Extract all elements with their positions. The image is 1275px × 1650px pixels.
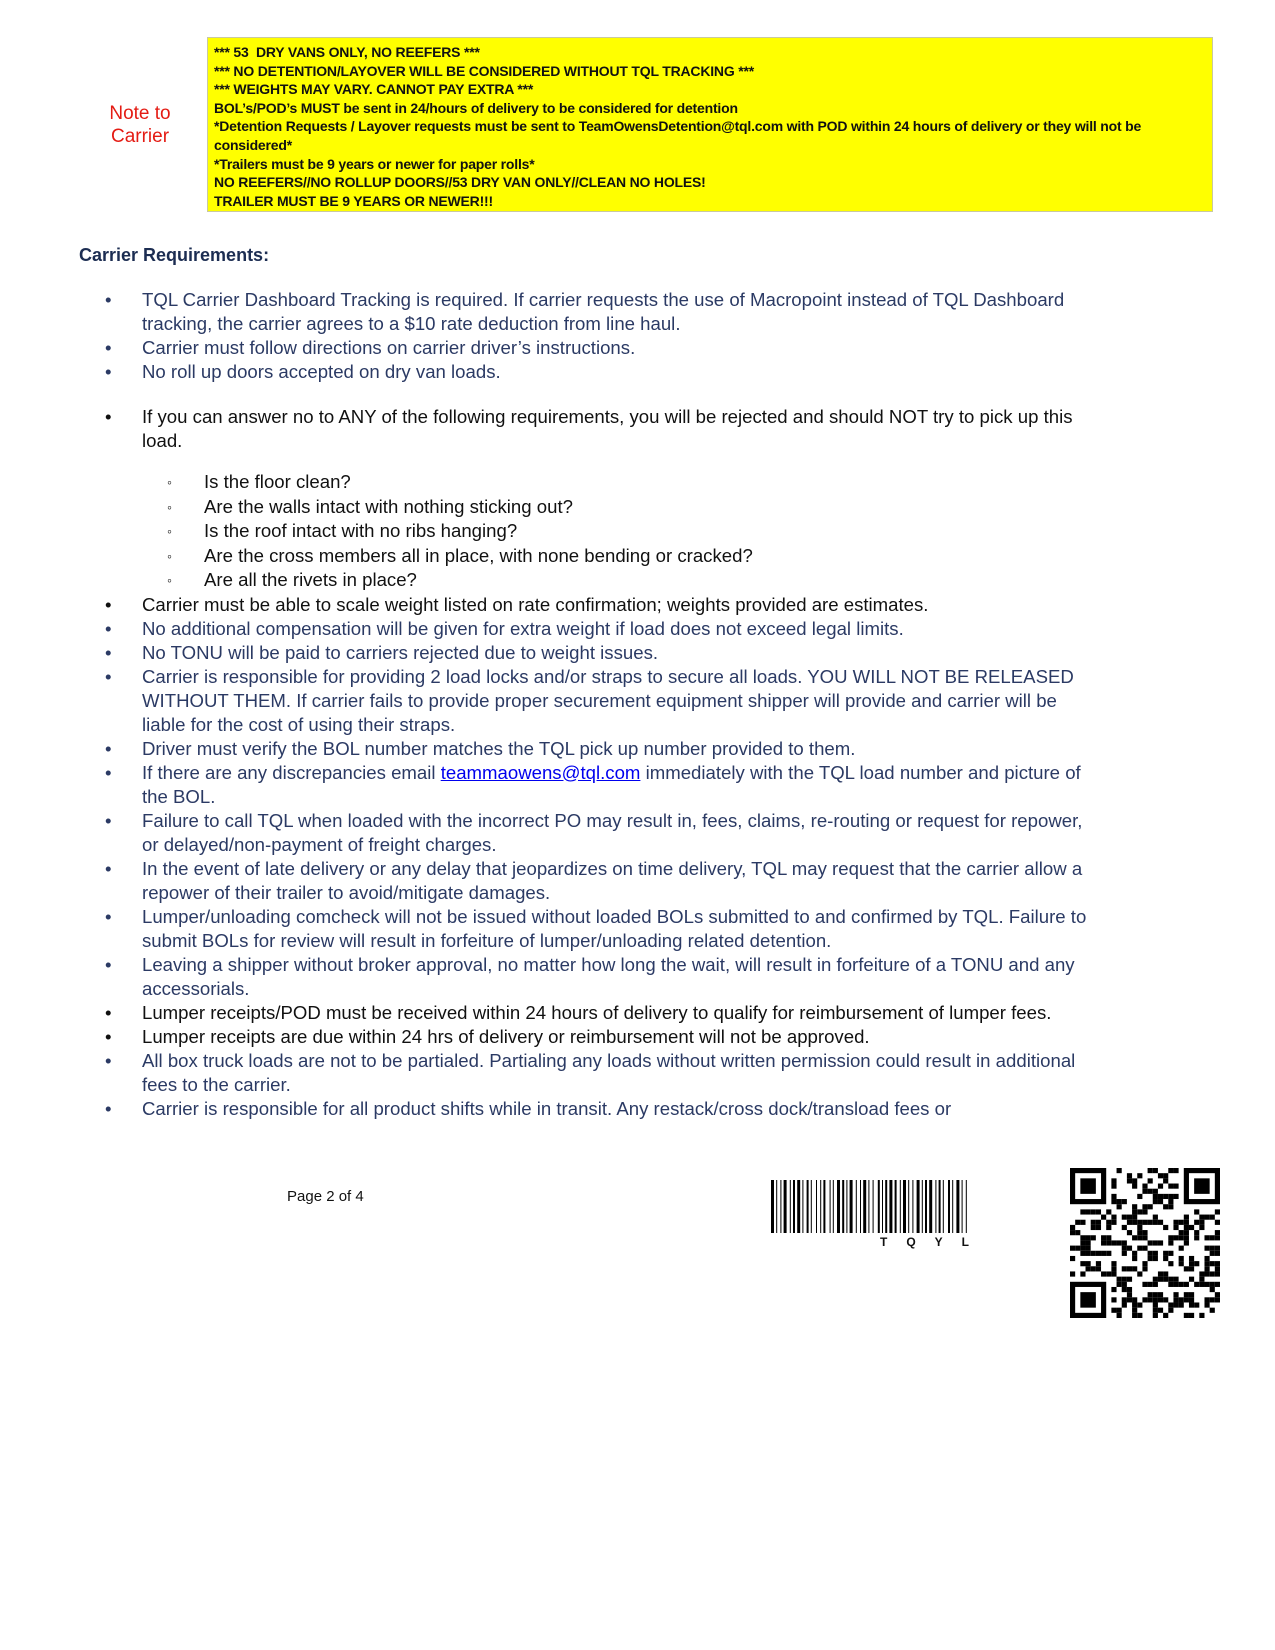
list-item-text: Leaving a shipper without broker approval, no matter how long the wait, will result in forfeiture of a TONU and any accessorials. (142, 953, 1075, 999)
list-item-text: Carrier is responsible for providing 2 load locks and/or straps to secure all loads. YOU WILL NOT BE RELEASED WITHOUT THEM. If carrier fails to provide proper securement equipment shipper will provide and carrier will be liable for the cost of using their straps. (142, 665, 1074, 735)
bullet: • (105, 1049, 112, 1071)
bullet: • (105, 361, 112, 382)
note-line: *** 53 DRY VANS ONLY, NO REEFERS *** (214, 44, 480, 60)
list-item-text (142, 761, 1092, 809)
bullet: • (105, 1001, 112, 1023)
list-item-text: Lumper receipts/POD must be received within 24 hours of delivery to qualify for reimbursement of lumper fees. (142, 1001, 1052, 1023)
bullet: • (105, 1025, 112, 1047)
list-item (0, 405, 1275, 453)
note-line: TRAILER MUST BE 9 YEARS OR NEWER!!! (214, 192, 493, 209)
sub-list-item (0, 495, 1275, 520)
list-item (0, 737, 1275, 761)
note-to-carrier-label: Note to Carrier (109, 103, 171, 147)
sub-bullet: ◦ (167, 572, 172, 588)
bullet: • (105, 641, 112, 663)
sub-bullet: ◦ (167, 474, 172, 490)
note-line: *** WEIGHTS MAY VARY. CANNOT PAY EXTRA *** (214, 81, 534, 98)
sub-list-item-text: Is the roof intact with no ribs hanging? (204, 520, 518, 541)
sub-list-item-text: Is the floor clean? (204, 471, 351, 492)
list-item-text: All box truck loads are not to be partialed. Partialing any loads without written permission could result in additional fees to the carrier. (142, 1049, 1076, 1095)
list-item (0, 617, 1275, 641)
sub-list-item-text: Are all the rivets in place? (204, 569, 417, 590)
sub-bullet: ◦ (167, 523, 172, 539)
list-item-text: Failure to call TQL when loaded with the incorrect PO may result in, fees, claims, re-routing or request for repower, or delayed/non-payment of freight charges. (142, 809, 1083, 855)
bullet: • (105, 337, 112, 358)
list-item (0, 1049, 1275, 1097)
list-item (0, 336, 1275, 360)
list-item (0, 953, 1275, 1001)
list-item (0, 761, 1275, 809)
discrepancy-text: If there are any discrepancies email (142, 761, 441, 783)
sub-list-item (0, 519, 1275, 544)
bullet: • (105, 1097, 112, 1119)
list-item (0, 857, 1275, 905)
sub-list-item (0, 470, 1275, 495)
sub-list-item-text: Are the walls intact with nothing sticking out? (204, 495, 573, 517)
list-item-text: TQL Carrier Dashboard Tracking is required. If carrier requests the use of Macropoint instead of TQL Dashboard tracking, the carrier agrees to a $10 rate deduction from line haul. (142, 289, 1065, 334)
sub-bullet: ◦ (167, 498, 172, 515)
page-number: Page 2 of 4 (287, 1188, 364, 1205)
list-item-text: In the event of late delivery or any delay that jeopardizes on time delivery, TQL may request that the carrier allow a repower of their trailer to avoid/mitigate damages. (142, 857, 1083, 903)
list-item-text: No roll up doors accepted on dry van loads. (142, 361, 501, 382)
note-line: NO REEFERS//NO ROLLUP DOORS//53 DRY VAN ONLY//CLEAN NO HOLES! (214, 174, 706, 191)
list-item-text: If you can answer no to ANY of the following requirements, you will be rejected and should NOT try to pick up this load. (142, 406, 1073, 451)
list-item (0, 1001, 1275, 1025)
bullet: • (105, 761, 112, 783)
bullet: • (105, 809, 112, 831)
email-link[interactable]: teammaowens@tql.com (440, 761, 641, 783)
list-item-text: Carrier must be able to scale weight listed on rate confirmation; weights provided are estimates. (142, 593, 929, 615)
bullet: • (105, 406, 112, 427)
bullet: • (105, 737, 112, 759)
carrier-note-box (207, 37, 1213, 212)
sub-bullet: ◦ (167, 547, 172, 564)
list-item-text: Lumper receipts are due within 24 hrs of delivery or reimbursement will not be approved. (142, 1025, 870, 1047)
note-line: *Detention Requests / Layover requests must be sent to TeamOwensDetention@tql.com with POD within 24 hours of delivery or they will not be considered* (214, 118, 1145, 153)
note-line: *** NO DETENTION/LAYOVER WILL BE CONSIDERED WITHOUT TQL TRACKING *** (214, 62, 754, 79)
qr-code-icon (1070, 1168, 1220, 1318)
discrepancy-text: immediately with the TQL load number and picture of the BOL. (142, 761, 1081, 807)
bullet: • (105, 665, 112, 687)
barcode-icon (771, 1180, 1057, 1236)
sub-list (0, 470, 1275, 593)
list-item-text: Driver must verify the BOL number matches the TQL pick up number provided to them. (142, 737, 856, 759)
list-item (0, 1097, 1275, 1121)
list-item (0, 360, 1275, 384)
requirements-list (0, 288, 1275, 1121)
list-item-text: No TONU will be paid to carriers rejected due to weight issues. (142, 641, 659, 663)
list-item (0, 905, 1275, 953)
list-item-text: Lumper/unloading comcheck will not be issued without loaded BOLs submitted to and confirmed by TQL. Failure to submit BOLs for review will result in forfeiture of lumper/unloading related detention. (142, 905, 1087, 951)
bullet: • (105, 857, 112, 879)
sub-list-item (0, 568, 1275, 593)
note-line: BOL’s/POD’s MUST be sent in 24/hours of delivery to be considered for detention (214, 99, 738, 116)
list-item (0, 809, 1275, 857)
bullet: • (105, 617, 112, 639)
list-item (0, 288, 1275, 336)
sub-list-item-text: Are the cross members all in place, with none bending or cracked? (204, 544, 753, 566)
note-line: *Trailers must be 9 years or newer for paper rolls* (214, 155, 535, 172)
bullet: • (105, 593, 112, 615)
list-item-text: Carrier must follow directions on carrier driver’s instructions. (142, 337, 636, 358)
list-item (0, 1025, 1275, 1049)
sub-list-item (0, 544, 1275, 569)
bullet: • (105, 905, 112, 927)
list-item (0, 593, 1275, 617)
list-item (0, 665, 1275, 737)
bullet: • (105, 953, 112, 975)
list-item-text: No additional compensation will be given for extra weight if load does not exceed legal limits. (142, 617, 904, 639)
list-item-text: Carrier is responsible for all product shifts while in transit. Any restack/cross dock/transload fees or (142, 1097, 952, 1119)
carrier-requirements-heading: Carrier Requirements: (79, 245, 270, 265)
barcode-label: TQYL (880, 1235, 988, 1249)
list-item (0, 641, 1275, 665)
bullet: • (105, 289, 112, 310)
